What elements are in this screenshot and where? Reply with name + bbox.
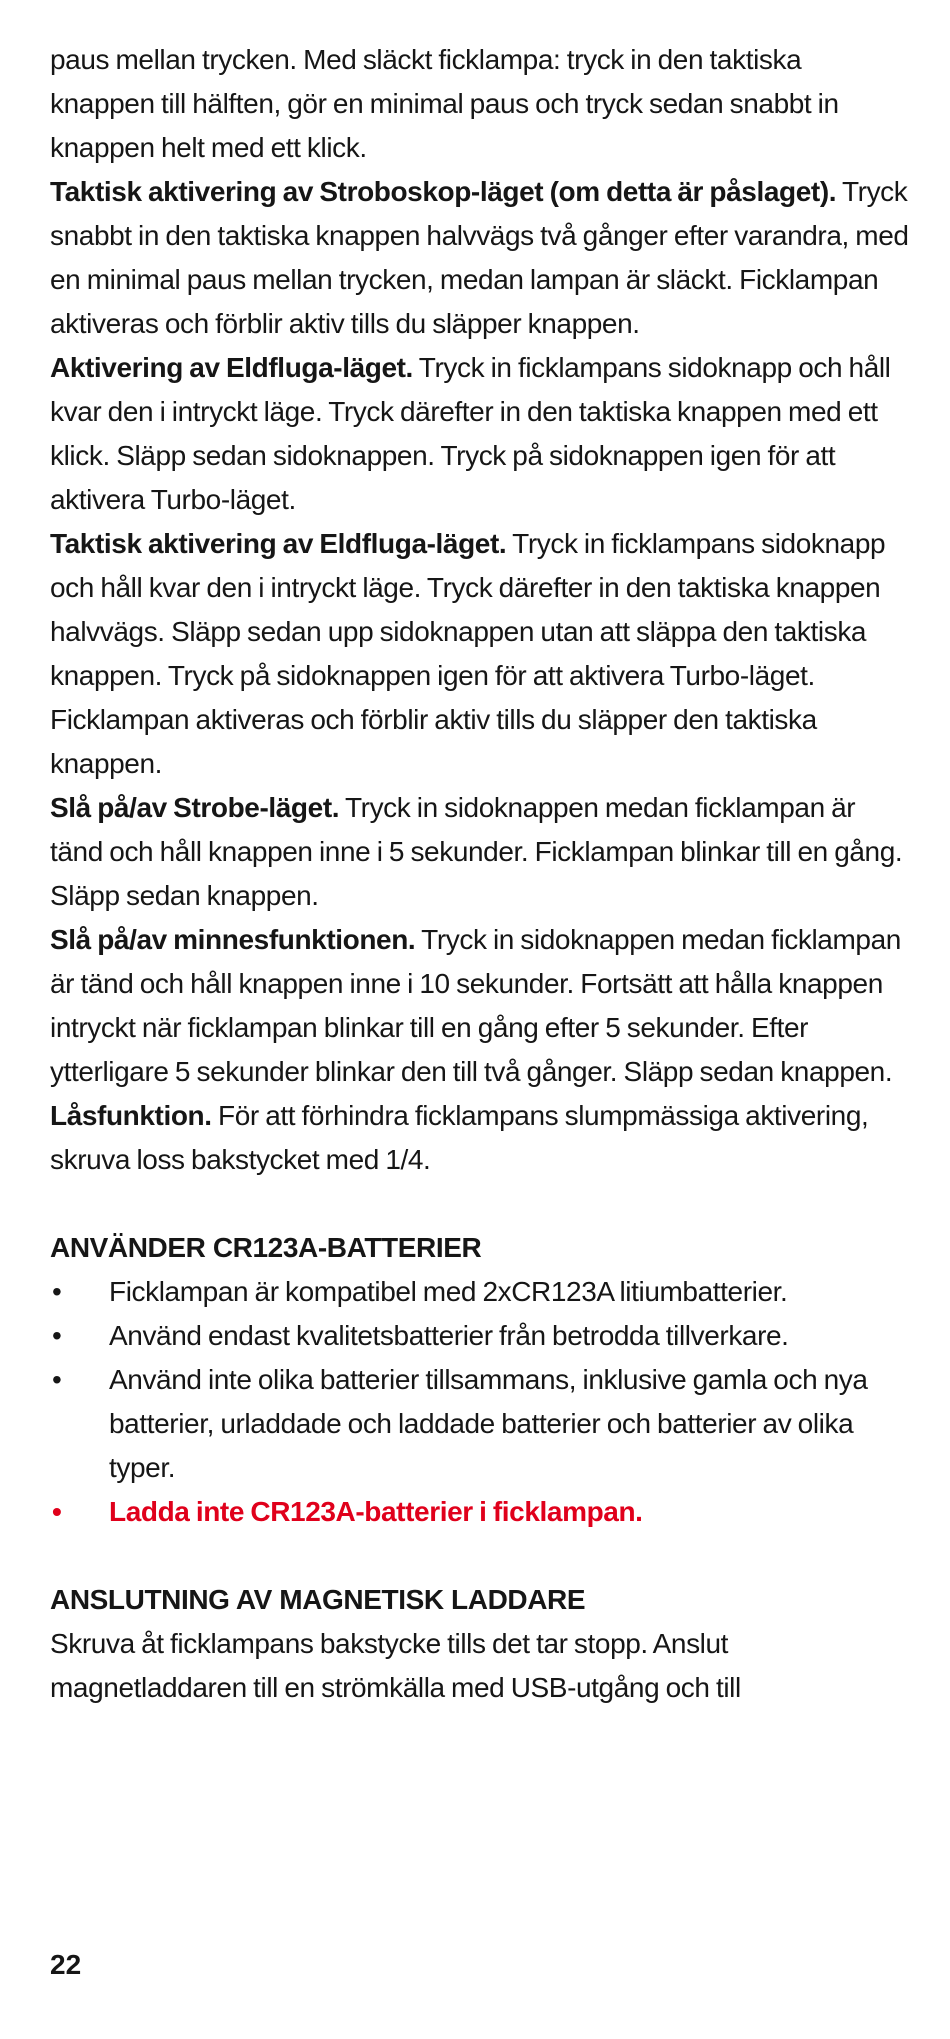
charger-paragraph [50, 1622, 910, 1710]
paragraph-bold-lead: Slå på/av minnesfunktionen. [50, 924, 416, 955]
page-number: 22 [50, 1949, 82, 1980]
paragraph-text: Tryck in sidoknappen medan ficklampan är tänd och håll knappen inne i 5 sekunder. Ficklampan blinkar till en gång. Släpp sedan knappen. [50, 792, 903, 911]
bullet-icon: • [52, 1320, 62, 1351]
batteries-list [50, 1270, 910, 1534]
paragraph-bold-lead: Taktisk aktivering av Eldfluga-läget. [50, 528, 507, 559]
bullet-icon: • [52, 1496, 62, 1527]
paragraph-text: För att förhindra ficklampans slumpmässiga aktivering, skruva loss bakstycket med 1/4. [50, 1100, 869, 1175]
paragraph-quick-press-continuation [50, 38, 910, 170]
paragraph-text: Tryck in ficklampans sidoknapp och håll kvar den i intryckt läge. Tryck därefter in den taktiska knappen halvvägs. Släpp sedan upp sidoknappen utan att släppa den taktiska knappen. Tryck på sidoknappen igen för att aktivera Turbo-läget. Ficklampan aktiveras och förblir aktiv tills du släpper den taktiska knappen. [50, 528, 886, 779]
list-item [50, 1358, 910, 1490]
paragraph-text: Tryck snabbt in den taktiska knappen halvvägs två gånger efter varandra, med en minimal paus mellan trycken, medan lampan är släckt. Ficklampan aktiveras och förblir aktiv tills du släpper knappen. [50, 176, 909, 339]
bullet-icon: • [52, 1364, 62, 1395]
paragraph-strobe-toggle [50, 786, 910, 918]
paragraph-text: Tryck in ficklampans sidoknapp och håll kvar den i intryckt läge. Tryck därefter in den taktiska knappen med ett klick. Släpp sedan sidoknappen. Tryck på sidoknappen igen för att aktivera Turbo-läget. [50, 352, 891, 515]
paragraph-bold-lead: Låsfunktion. [50, 1100, 212, 1131]
paragraph-bold-lead: Slå på/av Strobe-läget. [50, 792, 340, 823]
list-item-text: Ficklampan är kompatibel med 2xCR123A litiumbatterier. [109, 1276, 788, 1307]
charger-heading: ANSLUTNING AV MAGNETISK LADDARE [50, 1584, 586, 1615]
paragraph-text: Tryck in sidoknappen medan ficklampan är tänd och håll knappen inne i 10 sekunder. Fortsätt att hålla knappen intryckt när ficklampan blinkar till en gång efter 5 sekunder. Efter ytterligare 5 sekunder blinkar den till två gånger. Släpp sedan knappen. [50, 924, 901, 1087]
section-spacer [50, 1534, 910, 1578]
paragraph-tactical-strobe [50, 170, 910, 346]
warning-list-item [50, 1490, 910, 1534]
manual-page-content [50, 38, 910, 1710]
paragraph-memory-toggle [50, 918, 910, 1094]
paragraph-tactical-firefly [50, 522, 910, 786]
paragraph-firefly-activation [50, 346, 910, 522]
section-spacer [50, 1182, 910, 1226]
bullet-icon: • [52, 1276, 62, 1307]
list-item [50, 1270, 910, 1314]
list-item-text: Använd inte olika batterier tillsammans, inklusive gamla och nya batterier, urladdade och laddade batterier och batterier av olika typer. [109, 1364, 868, 1483]
paragraph-lock-function [50, 1094, 910, 1182]
paragraph-bold-lead: Taktisk aktivering av Stroboskop-läget (om detta är påslaget). [50, 176, 837, 207]
batteries-heading: ANVÄNDER CR123A-BATTERIER [50, 1232, 482, 1263]
paragraph-text: paus mellan trycken. Med släckt ficklampa: tryck in den taktiska knappen till hälften, gör en minimal paus och tryck sedan snabbt in knappen helt med ett klick. [50, 44, 839, 163]
paragraph-text: Skruva åt ficklampans bakstycke tills det tar stopp. Anslut magnetladdaren till en strömkälla med USB-utgång och till [50, 1628, 741, 1703]
paragraph-bold-lead: Aktivering av Eldfluga-läget. [50, 352, 413, 383]
list-item [50, 1314, 910, 1358]
warning-text: Ladda inte CR123A-batterier i ficklampan. [109, 1496, 643, 1527]
list-item-text: Använd endast kvalitetsbatterier från betrodda tillverkare. [109, 1320, 789, 1351]
